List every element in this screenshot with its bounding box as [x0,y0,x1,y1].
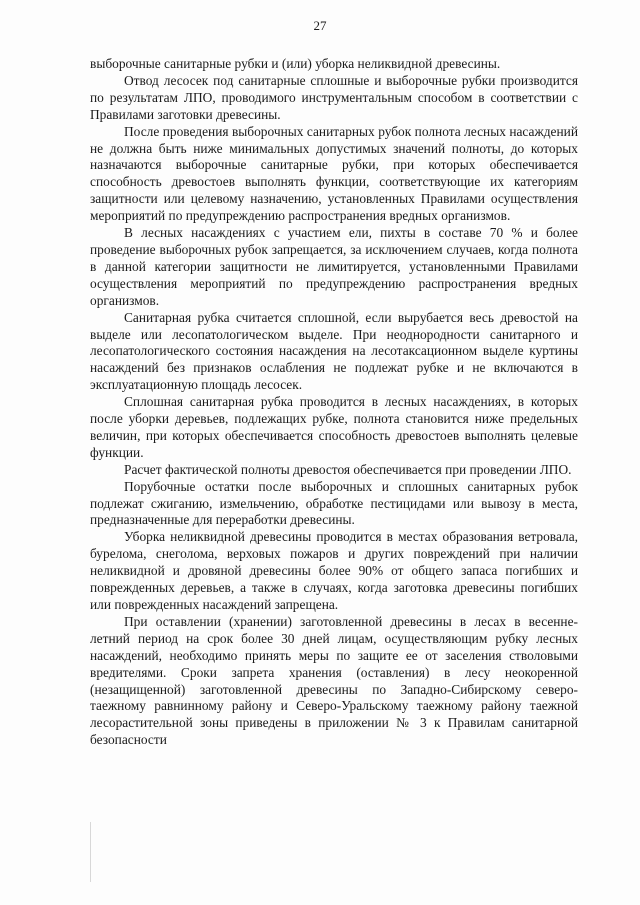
scan-margin-line [90,822,91,882]
paragraph-3: После проведения выборочных санитарных рубок полнота лесных насаждений не должна быть ниже минимальных допустимых значений полноты, до которых назначаются выборочные санитарные рубки, при которых обеспечивается способность древостоев выполнять функции, соответствующие их категориям защитности или целевому назначению, установленных Правилами осуществления мероприятий по предупреждению распространения вредных организмов. [90,123,578,224]
paragraph-2: Отвод лесосек под санитарные сплошные и выборочные рубки производится по результатам ЛПО, проводимого инструментальным способом в соответствии с Правилами заготовки древесины. [90,72,578,122]
paragraph-5: Санитарная рубка считается сплошной, если вырубается весь древостой на выделе или лесопатологическом выделе. При неоднородности санитарного и лесопатологического состояния насаждения на лесотаксационном выделе куртины насаждений без признаков ослабления не подлежат рубке и не включаются в эксплуатационную площадь лесосек. [90,309,578,393]
paragraph-10: При оставлении (хранении) заготовленной древесины в лесах в весенне-летний период на срок более 30 дней лицам, осуществляющим рубку лесных насаждений, необходимо принять меры по защите ее от заселения стволовыми вредителями. Сроки запрета хранения (оставления) в лесу неокоренной (незащищенной) заготовленной древесины по Западно-Сибирскому северо-таежному равнинному району и Северо-Уральскому таежному району таежной лесорастительной зоны приведены в приложении № 3 к Правилам санитарной безопасности [90,613,578,748]
paragraph-7: Расчет фактической полноты древостоя обеспечивается при проведении ЛПО. [124,461,572,477]
page-number: 27 [313,18,327,33]
document-body [90,56,578,749]
paragraph-6: Сплошная санитарная рубка проводится в лесных насаждениях, в которых после уборки деревьев, подлежащих рубке, полнота становится ниже предельных величин, при которых обеспечивается способность древостоев выполнять целевые функции. [90,394,578,460]
paragraph-4: В лесных насаждениях с участием ели, пихты в составе 70 % и более проведение выборочных рубок запрещается, за исключением случаев, когда полнота в данной категории защитности не лимитируется, установленными Правилами осуществления мероприятий по предупреждению распространения вредных организмов. [90,225,578,308]
paragraph-1: выборочные санитарные рубки и (или) уборка неликвидной древесины. [90,56,501,71]
paragraph-8: Порубочные остатки после выборочных и сплошных санитарных рубок подлежат сжиганию, измельчению, обработке пестицидами или вывозу в места, предназначенные для переработки древесины. [90,478,578,528]
paragraph-9: Уборка неликвидной древесины проводится в местах образования ветровала, бурелома, снеголома, верховых пожаров и других повреждений при наличии неликвидной и дровяной древесины более 90% от общего запаса погибших и поврежденных деревьев, а также в случаях, когда заготовка древесины погибших или поврежденных насаждений запрещена. [90,529,578,612]
